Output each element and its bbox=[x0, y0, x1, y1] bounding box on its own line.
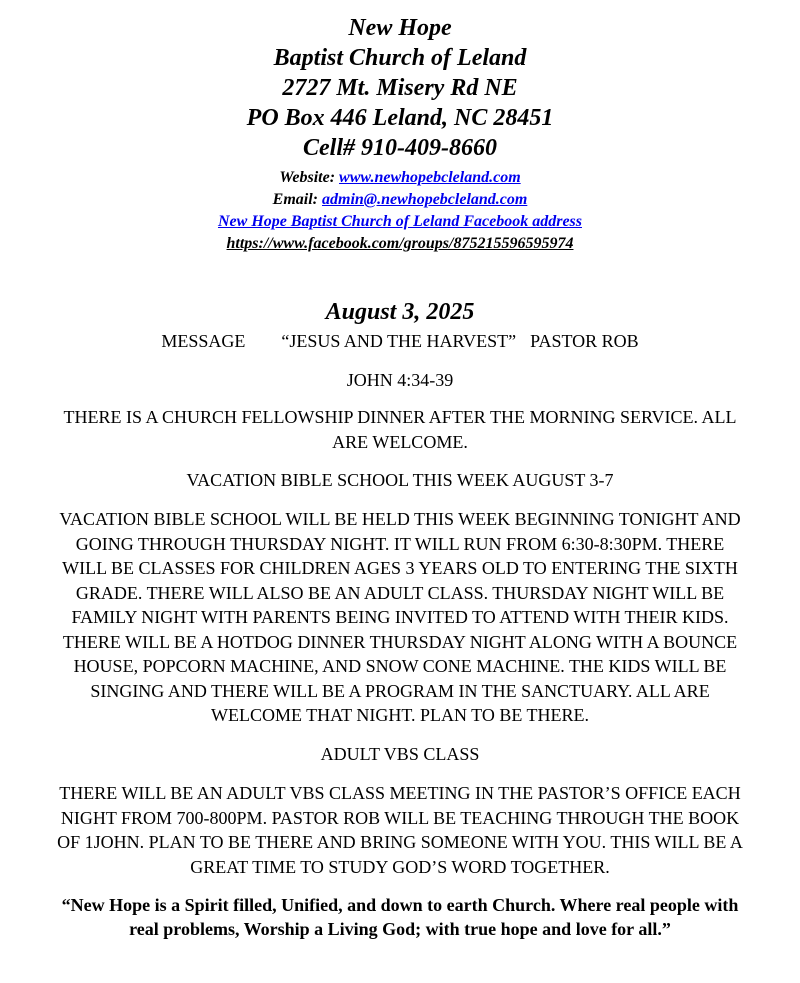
fellowship-line: THERE IS A CHURCH FELLOWSHIP DINNER AFTER THE MORNING SERVICE. ALL bbox=[63, 407, 737, 427]
email-line bbox=[0, 189, 800, 211]
message-speaker: PASTOR ROB bbox=[530, 331, 639, 351]
fellowship-line: ARE WELCOME. bbox=[332, 431, 468, 452]
adult-vbs-line: NIGHT FROM 700-800PM. PASTOR ROB WILL BE TEACHING THROUGH THE BOOK bbox=[60, 807, 740, 828]
facebook-line bbox=[0, 211, 800, 233]
church-motto-quote bbox=[0, 893, 800, 941]
vbs-line: GOING THROUGH THURSDAY NIGHT. IT WILL RUN FROM 6:30-8:30PM. THERE bbox=[75, 533, 725, 554]
fellowship-announcement bbox=[0, 405, 800, 454]
adult-vbs-heading: ADULT VBS CLASS bbox=[320, 744, 480, 764]
adult-vbs-announcement bbox=[0, 781, 800, 879]
website-label: Website: bbox=[279, 169, 340, 186]
facebook-url[interactable]: https://www.facebook.com/groups/875215596595974 bbox=[226, 235, 574, 252]
email-link[interactable]: admin@.newhopebcleland.com bbox=[322, 191, 528, 208]
vbs-line: VACATION BIBLE SCHOOL WILL BE HELD THIS WEEK BEGINNING TONIGHT AND bbox=[59, 509, 741, 529]
church-header bbox=[0, 13, 800, 163]
quote-line: “New Hope is a Spirit filled, Unified, and down to earth Church. Where real people with bbox=[61, 895, 739, 915]
church-name-line1: New Hope bbox=[348, 15, 452, 41]
vbs-line: SINGING AND THERE WILL BE A PROGRAM IN THE SANCTUARY. ALL ARE bbox=[90, 680, 710, 701]
email-label: Email: bbox=[272, 191, 323, 208]
website-line bbox=[0, 167, 800, 189]
vbs-line: WILL BE CLASSES FOR CHILDREN AGES 3 YEARS OLD TO ENTERING THE SIXTH bbox=[62, 558, 738, 578]
vbs-line: THERE WILL BE A HOTDOG DINNER THURSDAY NIGHT ALONG WITH A BOUNCE bbox=[62, 631, 738, 652]
church-name-line2: Baptist Church of Leland bbox=[273, 45, 527, 71]
vbs-line: GRADE. THERE WILL ALSO BE AN ADULT CLASS. THURSDAY NIGHT WILL BE bbox=[75, 582, 725, 603]
vbs-heading: VACATION BIBLE SCHOOL THIS WEEK AUGUST 3-7 bbox=[186, 470, 614, 490]
adult-vbs-line: OF 1JOHN. PLAN TO BE THERE AND BRING SOMEONE WITH YOU. THIS WILL BE A bbox=[57, 832, 743, 852]
message-line bbox=[0, 329, 800, 354]
vbs-line: HOUSE, POPCORN MACHINE, AND SNOW CONE MACHINE. THE KIDS WILL BE bbox=[73, 656, 727, 676]
mailing-address: PO Box 446 Leland, NC 28451 bbox=[246, 105, 554, 131]
vbs-line: WELCOME THAT NIGHT. PLAN TO BE THERE. bbox=[211, 705, 589, 725]
facebook-link[interactable]: New Hope Baptist Church of Leland Facebook address bbox=[217, 213, 582, 230]
scripture-reference: JOHN 4:34-39 bbox=[346, 370, 454, 390]
bulletin-date: August 3, 2025 bbox=[325, 299, 475, 325]
contact-links bbox=[0, 167, 800, 255]
website-link[interactable]: www.newhopebcleland.com bbox=[339, 169, 521, 186]
adult-vbs-line: THERE WILL BE AN ADULT VBS CLASS MEETING IN THE PASTOR’S OFFICE EACH bbox=[59, 783, 741, 803]
vbs-announcement bbox=[0, 507, 800, 728]
street-address: 2727 Mt. Misery Rd NE bbox=[282, 75, 518, 101]
message-label: MESSAGE bbox=[161, 331, 246, 351]
adult-vbs-line: GREAT TIME TO STUDY GOD’S WORD TOGETHER. bbox=[190, 856, 610, 877]
quote-line: real problems, Worship a Living God; with true hope and love for all.” bbox=[129, 919, 671, 939]
cell-phone: Cell# 910-409-8660 bbox=[303, 135, 497, 161]
message-title: “JESUS AND THE HARVEST” bbox=[281, 331, 517, 351]
vbs-line: FAMILY NIGHT WITH PARENTS BEING INVITED TO ATTEND WITH THEIR KIDS. bbox=[71, 607, 729, 627]
